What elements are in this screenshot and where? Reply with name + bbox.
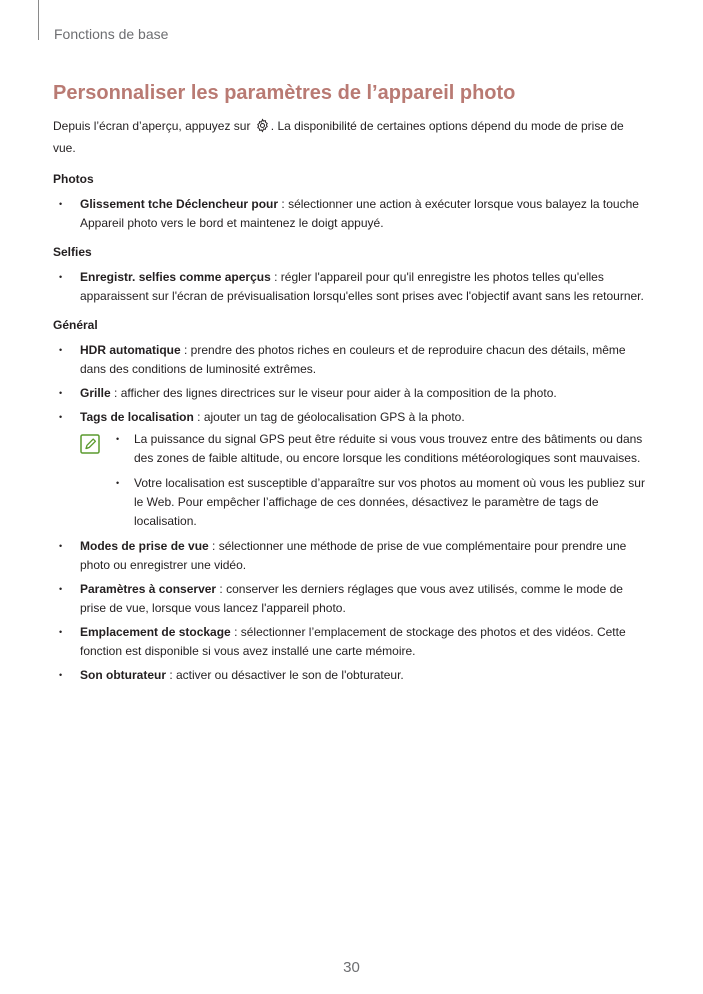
note-item: • Votre localisation est susceptible d’apparaître sur vos photos au moment où vous les publiez sur le Web. Pour empêcher l’affichage de ces données, désactivez le paramètre de tags de localisation. — [107, 474, 649, 531]
list-item — [53, 268, 649, 306]
option-term: Paramètres à conserver — [80, 582, 217, 596]
section-title-photos: Photos — [53, 172, 94, 186]
option-term: Grille — [80, 386, 111, 400]
note-pencil-icon — [80, 434, 100, 454]
option-term: Glissement tche Déclencheur pour — [80, 197, 279, 211]
option-description: : sélectionner une action à exécuter lorsque vous balayez la touche Appareil photo vers le bord et maintenez le doigt appuyé. — [80, 197, 639, 230]
option-description: : afficher des lignes directrices sur le viseur pour aider à la composition de la photo. — [110, 386, 557, 400]
note-list — [107, 430, 649, 531]
note-box — [53, 430, 649, 531]
list-item — [53, 384, 649, 403]
option-term: HDR automatique — [80, 343, 181, 357]
general-list-continued — [53, 537, 649, 685]
option-term: Emplacement de stockage — [80, 625, 231, 639]
settings-gear-icon — [255, 118, 270, 139]
list-item — [53, 580, 649, 618]
header-section-title: Fonctions de base — [54, 26, 169, 42]
option-description: : ajouter un tag de géolocalisation GPS à la photo. — [193, 410, 465, 424]
section-title-general: Général — [53, 318, 98, 332]
note-item: • La puissance du signal GPS peut être réduite si vous vous trouvez entre des bâtiments ou dans des zones de faible altitude, ou encore lorsque les conditions météorologiques sont mauvaises. — [107, 430, 649, 468]
option-term: Enregistr. selfies comme aperçus — [80, 270, 271, 284]
option-description: : conserver les derniers réglages que vous avez utilisés, comme le mode de prise de vue, lorsque vous lancez l'appareil photo. — [80, 582, 623, 615]
list-item — [53, 666, 649, 685]
selfies-list — [53, 268, 649, 306]
list-item — [53, 537, 649, 575]
option-description: : régler l'appareil pour qu'il enregistre les photos telles qu'elles apparaissent sur l'écran de prévisualisation lorsqu'elles sont prises avec l'objectif avant sans les retourner. — [80, 270, 644, 303]
option-description: : activer ou désactiver le son de l'obturateur. — [166, 668, 404, 682]
list-item — [53, 341, 649, 379]
photos-list — [53, 195, 649, 233]
intro-paragraph — [53, 117, 649, 158]
option-term: Son obturateur — [80, 668, 166, 682]
intro-text-after: . La disponibilité de certaines options dépend du mode de prise de vue. — [53, 119, 624, 155]
intro-text-before: Depuis l’écran d’aperçu, appuyez sur — [53, 119, 254, 133]
list-item — [53, 623, 649, 661]
page-title: Personnaliser les paramètres de l’appareil photo — [53, 82, 516, 104]
general-list — [53, 341, 649, 427]
section-title-selfies: Selfies — [53, 245, 92, 259]
option-term: Tags de localisation — [80, 410, 194, 424]
option-description: : sélectionner l’emplacement de stockage des photos et des vidéos. Cette fonction est disponible si vous avez installé une carte mémoire. — [80, 625, 626, 658]
option-description: : prendre des photos riches en couleurs et de reproduire chacun des détails, même dans des conditions de luminosité extrêmes. — [80, 343, 626, 376]
option-term: Modes de prise de vue — [80, 539, 209, 553]
page-number: 30 — [343, 959, 360, 976]
header-divider — [38, 0, 39, 40]
list-item — [53, 195, 649, 233]
option-description: : sélectionner une méthode de prise de vue complémentaire pour prendre une photo ou enregistrer une vidéo. — [80, 539, 627, 572]
page-content — [53, 82, 649, 695]
list-item — [53, 408, 649, 427]
